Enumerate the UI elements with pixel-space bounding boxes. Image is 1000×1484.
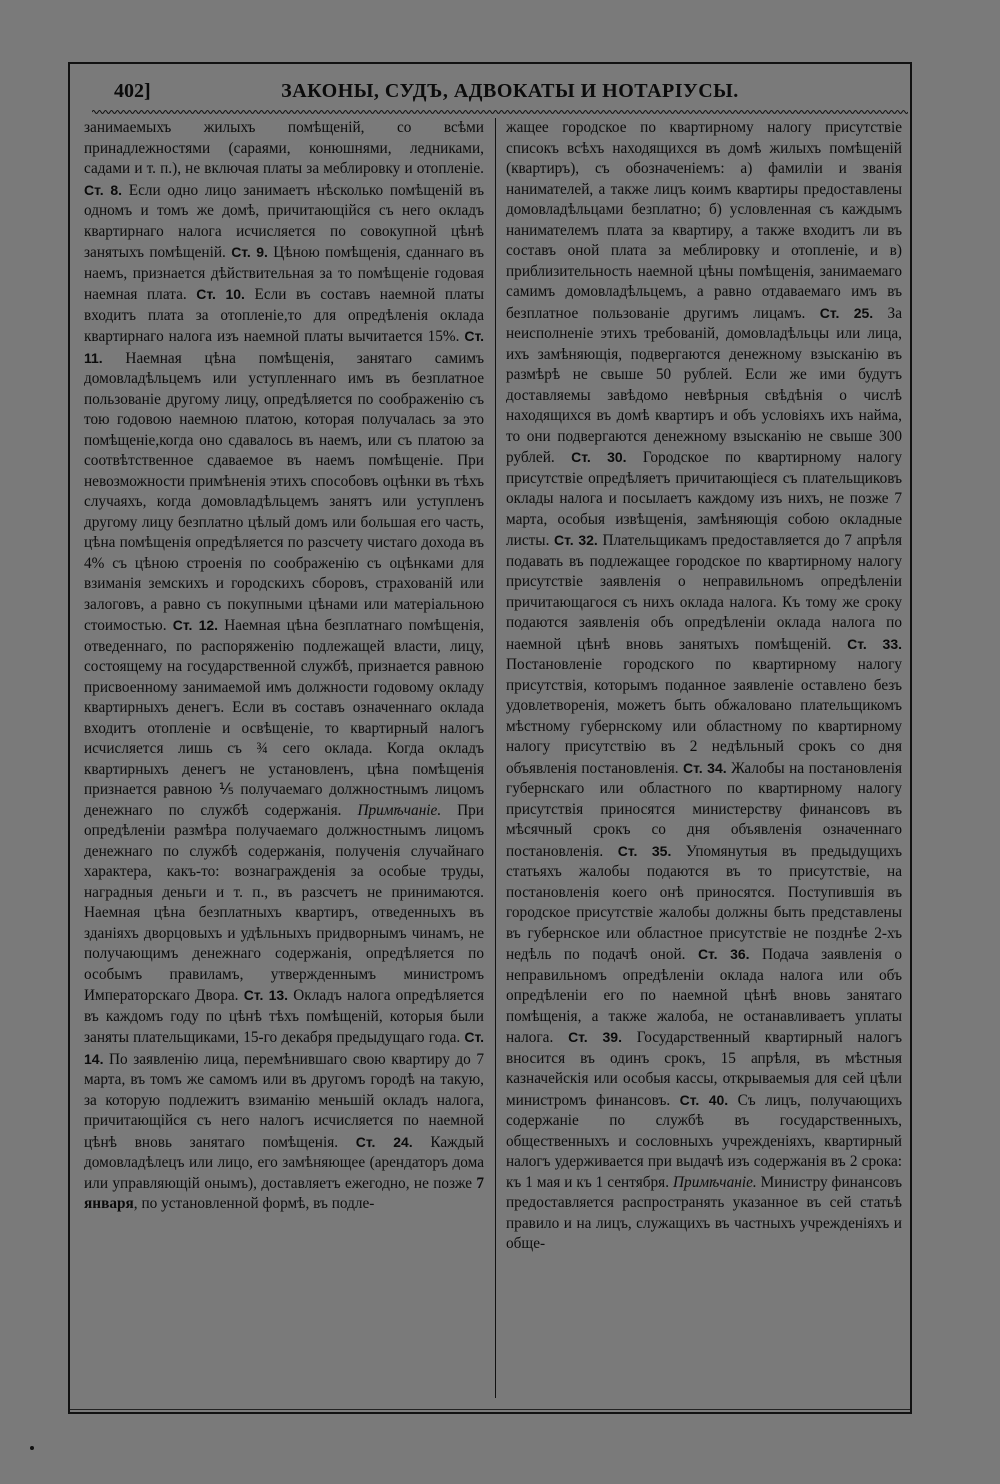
paragraph-text: Если въ составъ наемной платы входитъ плата за отопленіе,то для опредѣленія оклада квартирнаго налога изъ наемной платы вычитается 15%.: [84, 286, 484, 345]
paragraph-text: Министру финансовъ предоставляется распространять указанное въ сей статьѣ правило и на лицъ, служащихъ въ частныхъ учрежденіяхъ и обще-: [506, 1173, 902, 1252]
article-number: Ст. 30.: [571, 449, 627, 465]
article-number: Ст. 12.: [172, 617, 219, 633]
paragraph-text: По заявленію лица, перемѣнившаго свою квартиру до 7 марта, въ томъ же самомъ или въ другомъ городѣ на такую, за которую подлежитъ взиманію меньшій окладъ налога, причитающійся съ него налогъ исчисляется по наемной цѣнѣ вновь занятаго помѣщенія.: [84, 1050, 484, 1151]
paragraph-text: Городское по квартирному налогу присутствіе опредѣляетъ причитающіеся съ плательщиковъ оклады налога и посылаетъ каждому изъ нихъ, не позже 7 марта, особыя извѣщенія, замѣняющія собою окладные листы.: [506, 449, 902, 549]
page-header: [70, 76, 910, 112]
article-number: Ст. 11.: [84, 328, 484, 366]
article-number: Ст. 25.: [819, 304, 874, 321]
article-number: Ст. 8.: [84, 181, 123, 198]
right-column: [506, 118, 902, 1398]
article-number: Ст. 36.: [697, 946, 750, 962]
paragraph-text: Подача заявленія о неправильномъ опредѣленіи оклада налога или объ опредѣленіи его по наемной цѣнѣ вновь занятаго помѣщенія, а также жалоба, не останавливаетъ уплаты налога.: [506, 946, 902, 1046]
article-number: Ст. 40.: [679, 1091, 729, 1108]
article-number: Ст. 34.: [683, 759, 727, 776]
running-title: ЗАКОНЫ, СУДЪ, АДВОКАТЫ И НОТАРІУСЫ.: [281, 80, 739, 102]
text-columns: [84, 118, 904, 1398]
paragraph-text: занимаемыхъ жилыхъ помѣщеній, со всѣми принадлежностями (сараями, конюшнями, ледниками, садами и т. п.), не включая платы за меблировку и отопленіе.: [84, 119, 484, 177]
article-number: Ст. 33.: [847, 635, 902, 652]
paragraph-text: При опредѣленіи размѣра получаемаго должностнымъ лицомъ денежнаго по службѣ содержанія, полученія случайнаго характера, какъ-то: вознагражденія за особые труды, наградныя деньги и т. п., въ разсчетъ не принимаются. Наемная цѣна безплатныхъ квартиръ, отведенныхъ въ зданіяхъ дворцовыхъ и удѣльныхъ придворнымъ чинамъ, не получающимъ денежнаго содержанія, опредѣляется по особымъ правиламъ, утвержденнымъ министромъ Императорскаго Двора.: [84, 801, 484, 1004]
paragraph-text: Наемная цѣна помѣщенія, занятаго самимъ домовладѣльцемъ или уступленнаго имъ въ безплатное пользованіе другому лицу, опредѣляется по соображенію съ тою годовою наемною платою, которая получалась за это помѣщеніе,когда оно сдавалось въ наемъ, или съ платою за соотвѣтственное сдаваемое въ наемъ помѣщеніе. При невозможности примѣненія этихъ способовъ оцѣнки въ тѣхъ случаяхъ, когда домовладѣльцемъ занятъ или уступленъ другому лицу безплатно цѣлый домъ или большая его часть, цѣна помѣщенія опредѣляется по разсчету чистаго дохода въ 4% съ цѣною строенія по соображенію съ оцѣнками для взиманія земскихъ и городскихъ сборовъ, страхованій или залоговъ, а равно съ покупными цѣнами или матеріальною стоимостью.: [84, 349, 484, 634]
column-divider: [495, 118, 496, 1398]
article-number: Ст. 13.: [243, 987, 289, 1003]
paragraph-text: Упомянутыя въ предыдущихъ статьяхъ жалобы подаются въ то присутствіе, на постановленія коего онѣ приносятся. Поступившія въ городское присутствіе жалобы должны быть представлены въ губернское или областное присутствіе не позднѣе 2-хъ недѣль по подачѣ оной.: [506, 842, 902, 963]
bottom-rule: [70, 1409, 910, 1410]
paragraph-text: Жалобы на постановленія губернскаго или областного по квартирному налогу присутствія приносятся министерству финансовъ въ мѣсячный срокъ со дня объявленія означеннаго постановленія.: [506, 759, 902, 860]
paragraph-text: Каждый домовладѣлецъ или лицо, его замѣняющее (арендаторъ дома или управляющій онымъ), доставляетъ ежегодно, не позже: [84, 1133, 484, 1192]
article-number: Ст. 24.: [355, 1133, 413, 1150]
article-number: Ст. 10.: [196, 286, 245, 302]
paragraph-text: Цѣною помѣщенія, сданнаго въ наемъ, признается дѣйствительная за то помѣщеніе годовая наемная плата.: [84, 244, 484, 303]
paragraph-text: Постановленіе городского по квартирному налогу присутствія, которымъ поданное заявленіе оставлено безъ удовлетворенія, можетъ быть обжаловано плательщикомъ мѣстному губернскому или областному по квартирному налогу присутствію въ 2 недѣльный срокъ со дня объявленія постановленія.: [506, 656, 902, 777]
margin-mark: [30, 1446, 34, 1450]
article-number: Ст. 9.: [231, 244, 268, 260]
note-label: Примѣчаніе.: [357, 801, 442, 819]
paragraph-text: жащее городское по квартирному налогу присутствіе списокъ всѣхъ находящихся въ домѣ жилыхъ помѣщеній (квартиръ), съ обозначеніемъ: а) фамиліи и званія нанимателей, а также лицъ коимъ квартиры предоставлены домовладѣльцами безплатно; б) условленная съ каждымъ нанимателемъ плата за квартиру, а также входитъ ли въ составъ оной плата за меблировку и отопленіе, и в) приблизительность наемной цѣны помѣщенія, занимаемаго самимъ домовладѣльцемъ, а равно отдаваемаго имъ въ безплатное пользованіе другимъ лицамъ.: [506, 119, 902, 322]
page-number: 402]: [114, 80, 151, 102]
paragraph-text: Окладъ налога опредѣляется въ каждомъ году по цѣнѣ тѣхъ помѣщеній, которыя были заняты плательщиками, 15-го декабря предыдущаго года.: [84, 987, 484, 1046]
paragraph-text: , по установленной формѣ, въ подле-: [133, 1195, 375, 1212]
book-page: [68, 62, 912, 1414]
left-column: [84, 118, 484, 1398]
article-number: Ст. 14.: [84, 1029, 484, 1067]
article-number: Ст. 32.: [554, 532, 598, 548]
paragraph-text: Плательщикамъ предоставляется до 7 апрѣля подавать въ подлежащее городское по квартирному налогу присутствіе заявленія о неправильномъ опредѣленіи причитающагося съ нихъ оклада налога. Къ тому же сроку подаются заявленія объ опредѣленіи оклада налога по наемной цѣнѣ вновь занятыхъ помѣщеній.: [506, 532, 902, 653]
paragraph-text: Государственный квартирный налогъ вносится въ одинъ срокъ, 15 апрѣля, въ мѣстныя казначейскія или особыя кассы, открываемыя для сей цѣли министромъ финансовъ.: [506, 1029, 902, 1109]
wavy-rule: [92, 108, 908, 116]
note-label: Примѣчаніе.: [673, 1173, 757, 1191]
paragraph-text: За неисполненіе этихъ требованій, домовладѣльцы или лица, ихъ замѣняющія, подвергаются денежному взысканію въ размѣрѣ не свыше 50 рублей. Если же ими будутъ доставляемы завѣдомо невѣрныя свѣдѣнія о числѣ находящихся въ домѣ квартиръ и объ условіяхъ ихъ найма, то они подвергаются денежному взысканію не свыше 300 рублей.: [506, 304, 902, 466]
article-number: Ст. 35.: [617, 842, 672, 859]
article-number: Ст. 39.: [568, 1029, 622, 1045]
paragraph-text: Наемная цѣна безплатнаго помѣщенія, отведеннаго, по распоряженію подлежащей власти, лицу, состоящему на государственной службѣ, признается равною присвоенному занимаемой имъ должности годовому окладу квартирныхъ денегъ. Если въ составъ означеннаго оклада входитъ отопленіе и освѣщеніе, то квартирный налогъ исчисляется лишь съ ¾ сего оклада. Когда окладъ квартирныхъ денегъ не установленъ, цѣна помѣщенія признается равною ⅕ получаемаго должностнымъ лицомъ денежнаго по службѣ содержанія.: [84, 617, 484, 819]
paragraph-text: Съ лицъ, получающихъ содержаніе по службѣ въ государственныхъ, общественныхъ и сословныхъ учрежденіяхъ, квартирный налогъ удерживается при выдачѣ изъ содержанія въ 2 срока: къ 1 мая и къ 1 сентября.: [506, 1091, 902, 1191]
bold-date: 7 января: [84, 1174, 484, 1212]
paragraph-text: Если одно лицо занимаетъ нѣсколько помѣщеній въ одномъ и томъ же домѣ, причитающійся съ него окладъ квартирнаго налога исчисляется по совокупной цѣнѣ занятыхъ помѣщеній.: [84, 181, 484, 261]
